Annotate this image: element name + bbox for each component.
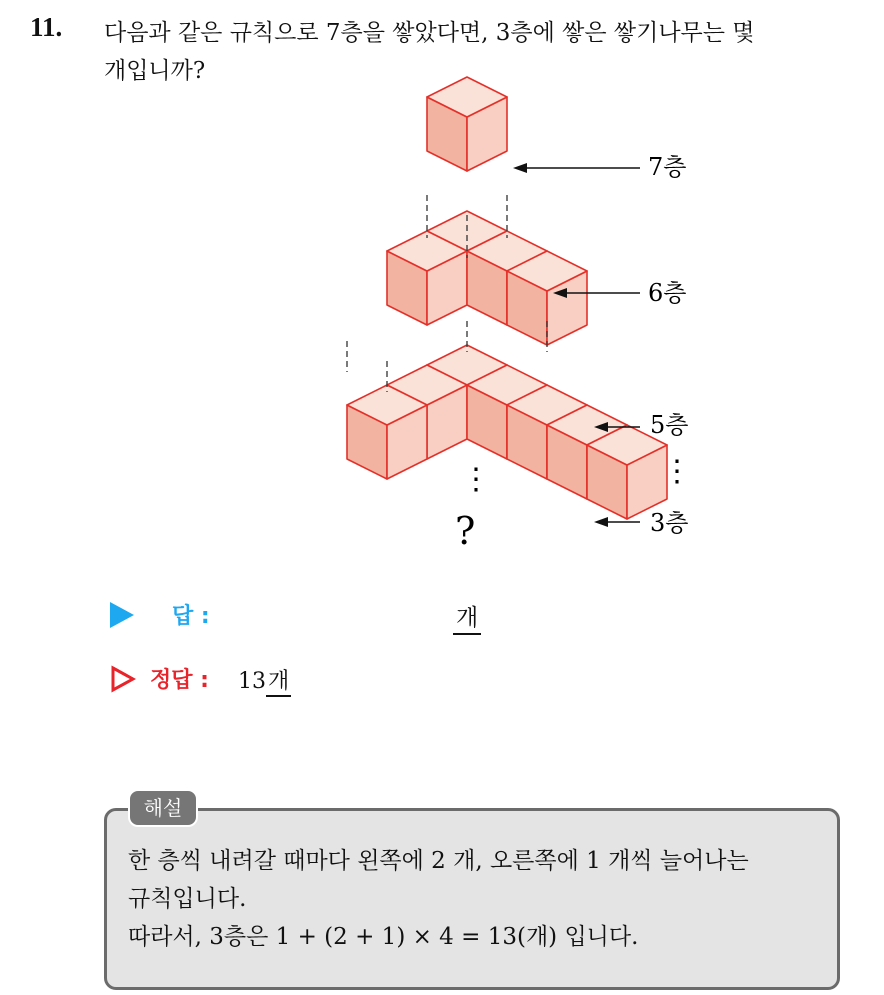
left-arrow-icon <box>594 517 640 527</box>
cube-layer <box>347 345 667 519</box>
correct-answer-row <box>110 662 610 698</box>
left-arrow-icon <box>513 163 640 173</box>
cube <box>587 425 667 519</box>
layer-label-6: 6층 <box>648 279 687 307</box>
vertical-dots-center: ⋮ <box>461 462 491 497</box>
explanation-line-3: 따라서, 3층은 1 + (2 + 1) × 4 = 13(개) 입니다. <box>128 924 639 950</box>
left-arrow-icon <box>553 288 640 298</box>
question-line-2: 개입니까? <box>104 58 206 84</box>
layer-label-7: 7층 <box>648 153 687 181</box>
cube-layer <box>387 211 587 345</box>
question-number: 11. <box>30 12 63 42</box>
arrow-head <box>594 517 608 527</box>
layer-label-3: 3층 <box>650 509 689 537</box>
arrow-head <box>513 163 527 173</box>
cube <box>387 231 467 325</box>
answer-row <box>110 598 610 634</box>
cube <box>507 251 587 345</box>
question-line-1: 다음과 같은 규칙으로 7층을 쌓았다면, 3층에 쌓은 쌓기나무는 몇 <box>104 20 755 46</box>
unknown-layer-mark: ? <box>455 509 476 553</box>
cube-layer <box>427 77 507 171</box>
correct-answer-number: 13 <box>238 669 266 694</box>
play-triangle-icon <box>110 602 134 628</box>
vertical-dots-right: ⋮ <box>662 454 692 489</box>
correct-answer-unit: 개 <box>266 669 291 697</box>
answer-label: 답 : <box>172 604 210 629</box>
explanation-text <box>128 842 828 956</box>
cube <box>347 385 427 479</box>
correct-answer-label: 정답 : <box>150 668 209 693</box>
cube <box>427 77 507 171</box>
layer-label-5: 5층 <box>650 411 689 439</box>
cube-stack <box>347 77 667 519</box>
answer-blank-unit[interactable]: 개 <box>453 599 481 635</box>
explanation-line-1: 한 층씩 내려갈 때마다 왼쪽에 2 개, 오른쪽에 1 개씩 늘어나는 <box>128 848 749 874</box>
explanation-line-2: 규칙입니다. <box>128 886 247 912</box>
outline-triangle-icon <box>110 665 136 693</box>
correct-answer-value <box>238 664 291 695</box>
explanation-tab: 해설 <box>128 789 198 827</box>
